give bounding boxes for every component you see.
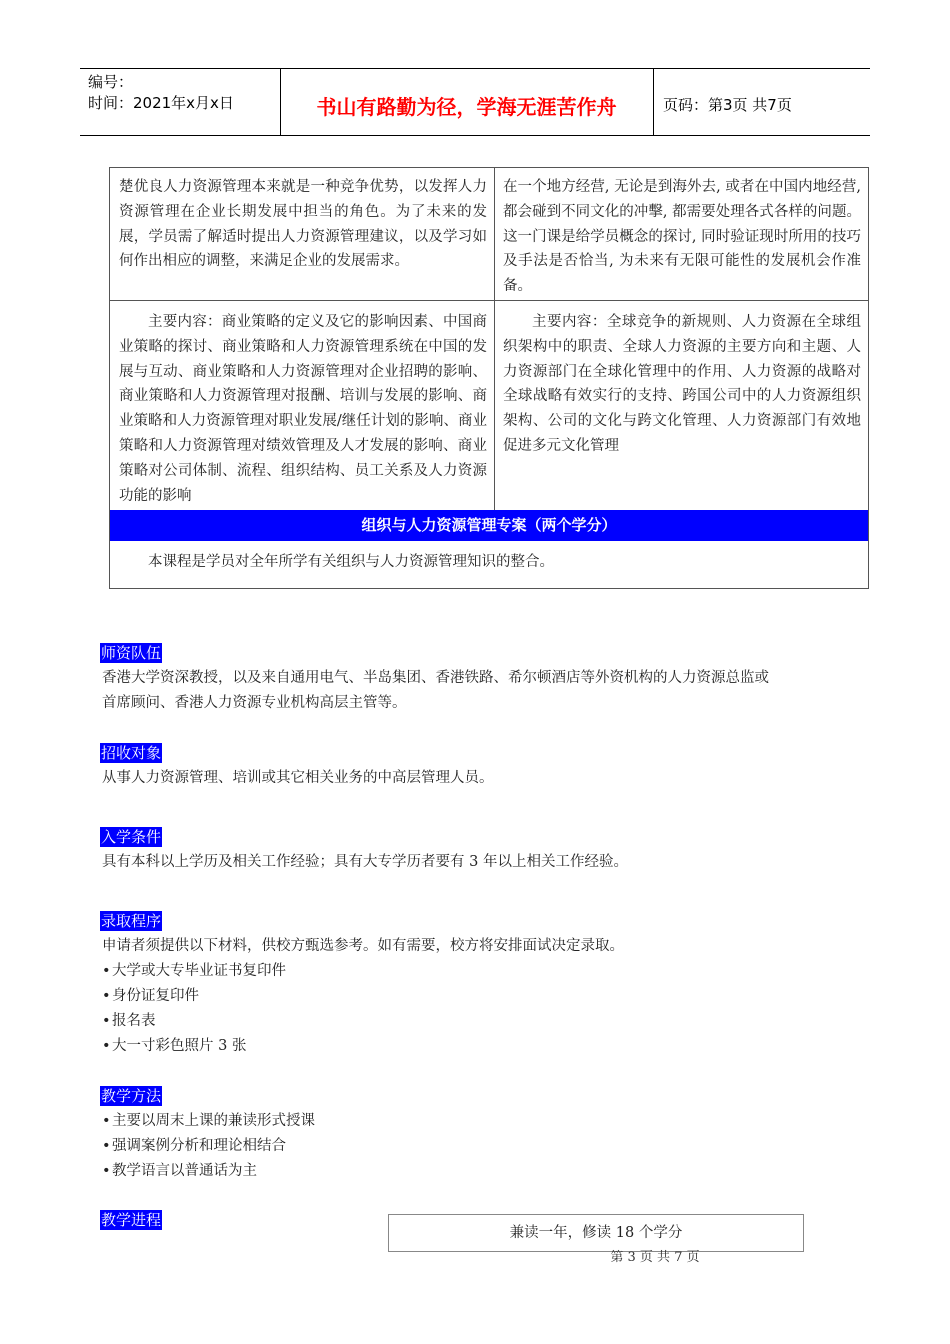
course-text: 在一个地方经营, 无论是到海外去, 或者在中国内地经营, 都会碰到不同文化的冲擊, 都需要处理各式各样的问题。这一门课是给学员概念的探讨, 同时验证现时所用的技巧及手法是否恰当, 为未来有无限可能性的发展机会作准备。 xyxy=(503,179,861,295)
admission-item: • 大一寸彩色照片 3 张 xyxy=(102,1034,862,1059)
admission-item: • 报名表 xyxy=(102,1009,862,1034)
admission-intro: 申请者须提供以下材料，供校方甄选参考。如有需要，校方将安排面试决定录取。 xyxy=(102,938,624,954)
header-top-rule xyxy=(80,68,870,69)
section-title-teaching-method: 教学方法 xyxy=(101,1087,162,1105)
teaching-method-item: • 主要以周末上课的兼读形式授课 xyxy=(102,1109,862,1134)
faculty-line: 香港大学资深教授，以及来自通用电气、半岛集团、香港铁路、希尔顿酒店等外资机构的人力资源总监或 xyxy=(102,670,769,686)
header-motto: 书山有路勤为径，学海无涯苦作舟 xyxy=(316,95,617,119)
course-text: 楚优良人力资源管理本来就是一种竞争优势，以发挥人力资源管理在企业长期发展中担当的角色。为了未来的发展，学员需了解适时提出人力资源管理建议，以及学习如何作出相应的调整，来满足企业的发展需求。 xyxy=(119,179,487,270)
teaching-method-item: • 教学语言以普通话为主 xyxy=(102,1159,862,1184)
admission-item: • 大学或大专毕业证书复印件 xyxy=(102,959,862,984)
section-body-audience xyxy=(102,766,862,791)
section-title-faculty: 师资队伍 xyxy=(101,644,162,662)
section-title-teaching-progress: 教学进程 xyxy=(101,1211,162,1229)
teaching-method-item: • 强调案例分析和理论相结合 xyxy=(102,1134,862,1159)
course-text: 主要内容：商业策略的定义及它的影响因素、中国商业策略的探讨、商业策略和人力资源管理系统在中国的发展与互动、商业策略和人力资源管理对企业招聘的影响、商业策略和人力资源管理对报酬、培训与发展的影响、商业策略和人力资源管理对职业发展/继任计划的影响、商业策略和人力资源管理对绩效管理及人才发展的影响、商业策略对公司体制、流程、组织结构、员工关系及人力资源功能的影响 xyxy=(119,314,487,504)
course-desc: 本课程是学员对全年所学有关组织与人力资源管理知识的整合。 xyxy=(148,554,554,570)
audience-text: 从事人力资源管理、培训或其它相关业务的中高层管理人员。 xyxy=(102,770,494,786)
teaching-progress-box: 兼读一年，修读 18 个学分 xyxy=(388,1214,804,1252)
header-number-label: 编号： xyxy=(88,73,134,91)
table-row-divider xyxy=(110,300,868,301)
faculty-line: 首席顾问、香港人力资源专业机构高层主管等。 xyxy=(102,695,407,711)
table-cell-r2-left xyxy=(119,310,487,508)
header-bottom-rule xyxy=(80,135,870,136)
section-body-requirements xyxy=(102,850,862,875)
section-title-audience: 招收对象 xyxy=(101,744,162,762)
table-cell-course-desc xyxy=(119,550,859,575)
header-divider-right xyxy=(653,68,654,135)
section-body-admission xyxy=(102,934,862,1059)
header-page-label: 页码：第3页 共7页 xyxy=(663,96,792,114)
section-title-requirements: 入学条件 xyxy=(101,828,162,846)
course-title-bar: 组织与人力资源管理专案（两个学分） xyxy=(110,510,868,541)
table-cell-r1-right xyxy=(503,175,861,299)
section-body-faculty xyxy=(102,666,862,716)
table-cell-r1-left xyxy=(119,175,487,274)
section-body-teaching-method xyxy=(102,1109,862,1184)
table-cell-r2-right xyxy=(503,310,861,459)
footer-page-number: 第 3 页 共 7 页 xyxy=(610,1250,700,1265)
requirements-text: 具有本科以上学历及相关工作经验；具有大专学历者要有 3 年以上相关工作经验。 xyxy=(102,854,628,870)
header-date-label: 时间：2021年x月x日 xyxy=(88,94,234,112)
section-title-admission: 录取程序 xyxy=(101,912,162,930)
course-text: 主要内容：全球竞争的新规则、人力资源在全球组织架构中的职责、全球人力资源的主要方向和主题、人力资源部门在全球化管理中的作用、人力资源的战略对全球战略有效实行的支持、跨国公司中的人力资源组织架构、公司的文化与跨文化管理、人力资源部门有效地促进多元文化管理 xyxy=(503,314,861,454)
admission-item: • 身份证复印件 xyxy=(102,984,862,1009)
course-table xyxy=(109,167,869,589)
table-column-divider xyxy=(494,168,495,510)
